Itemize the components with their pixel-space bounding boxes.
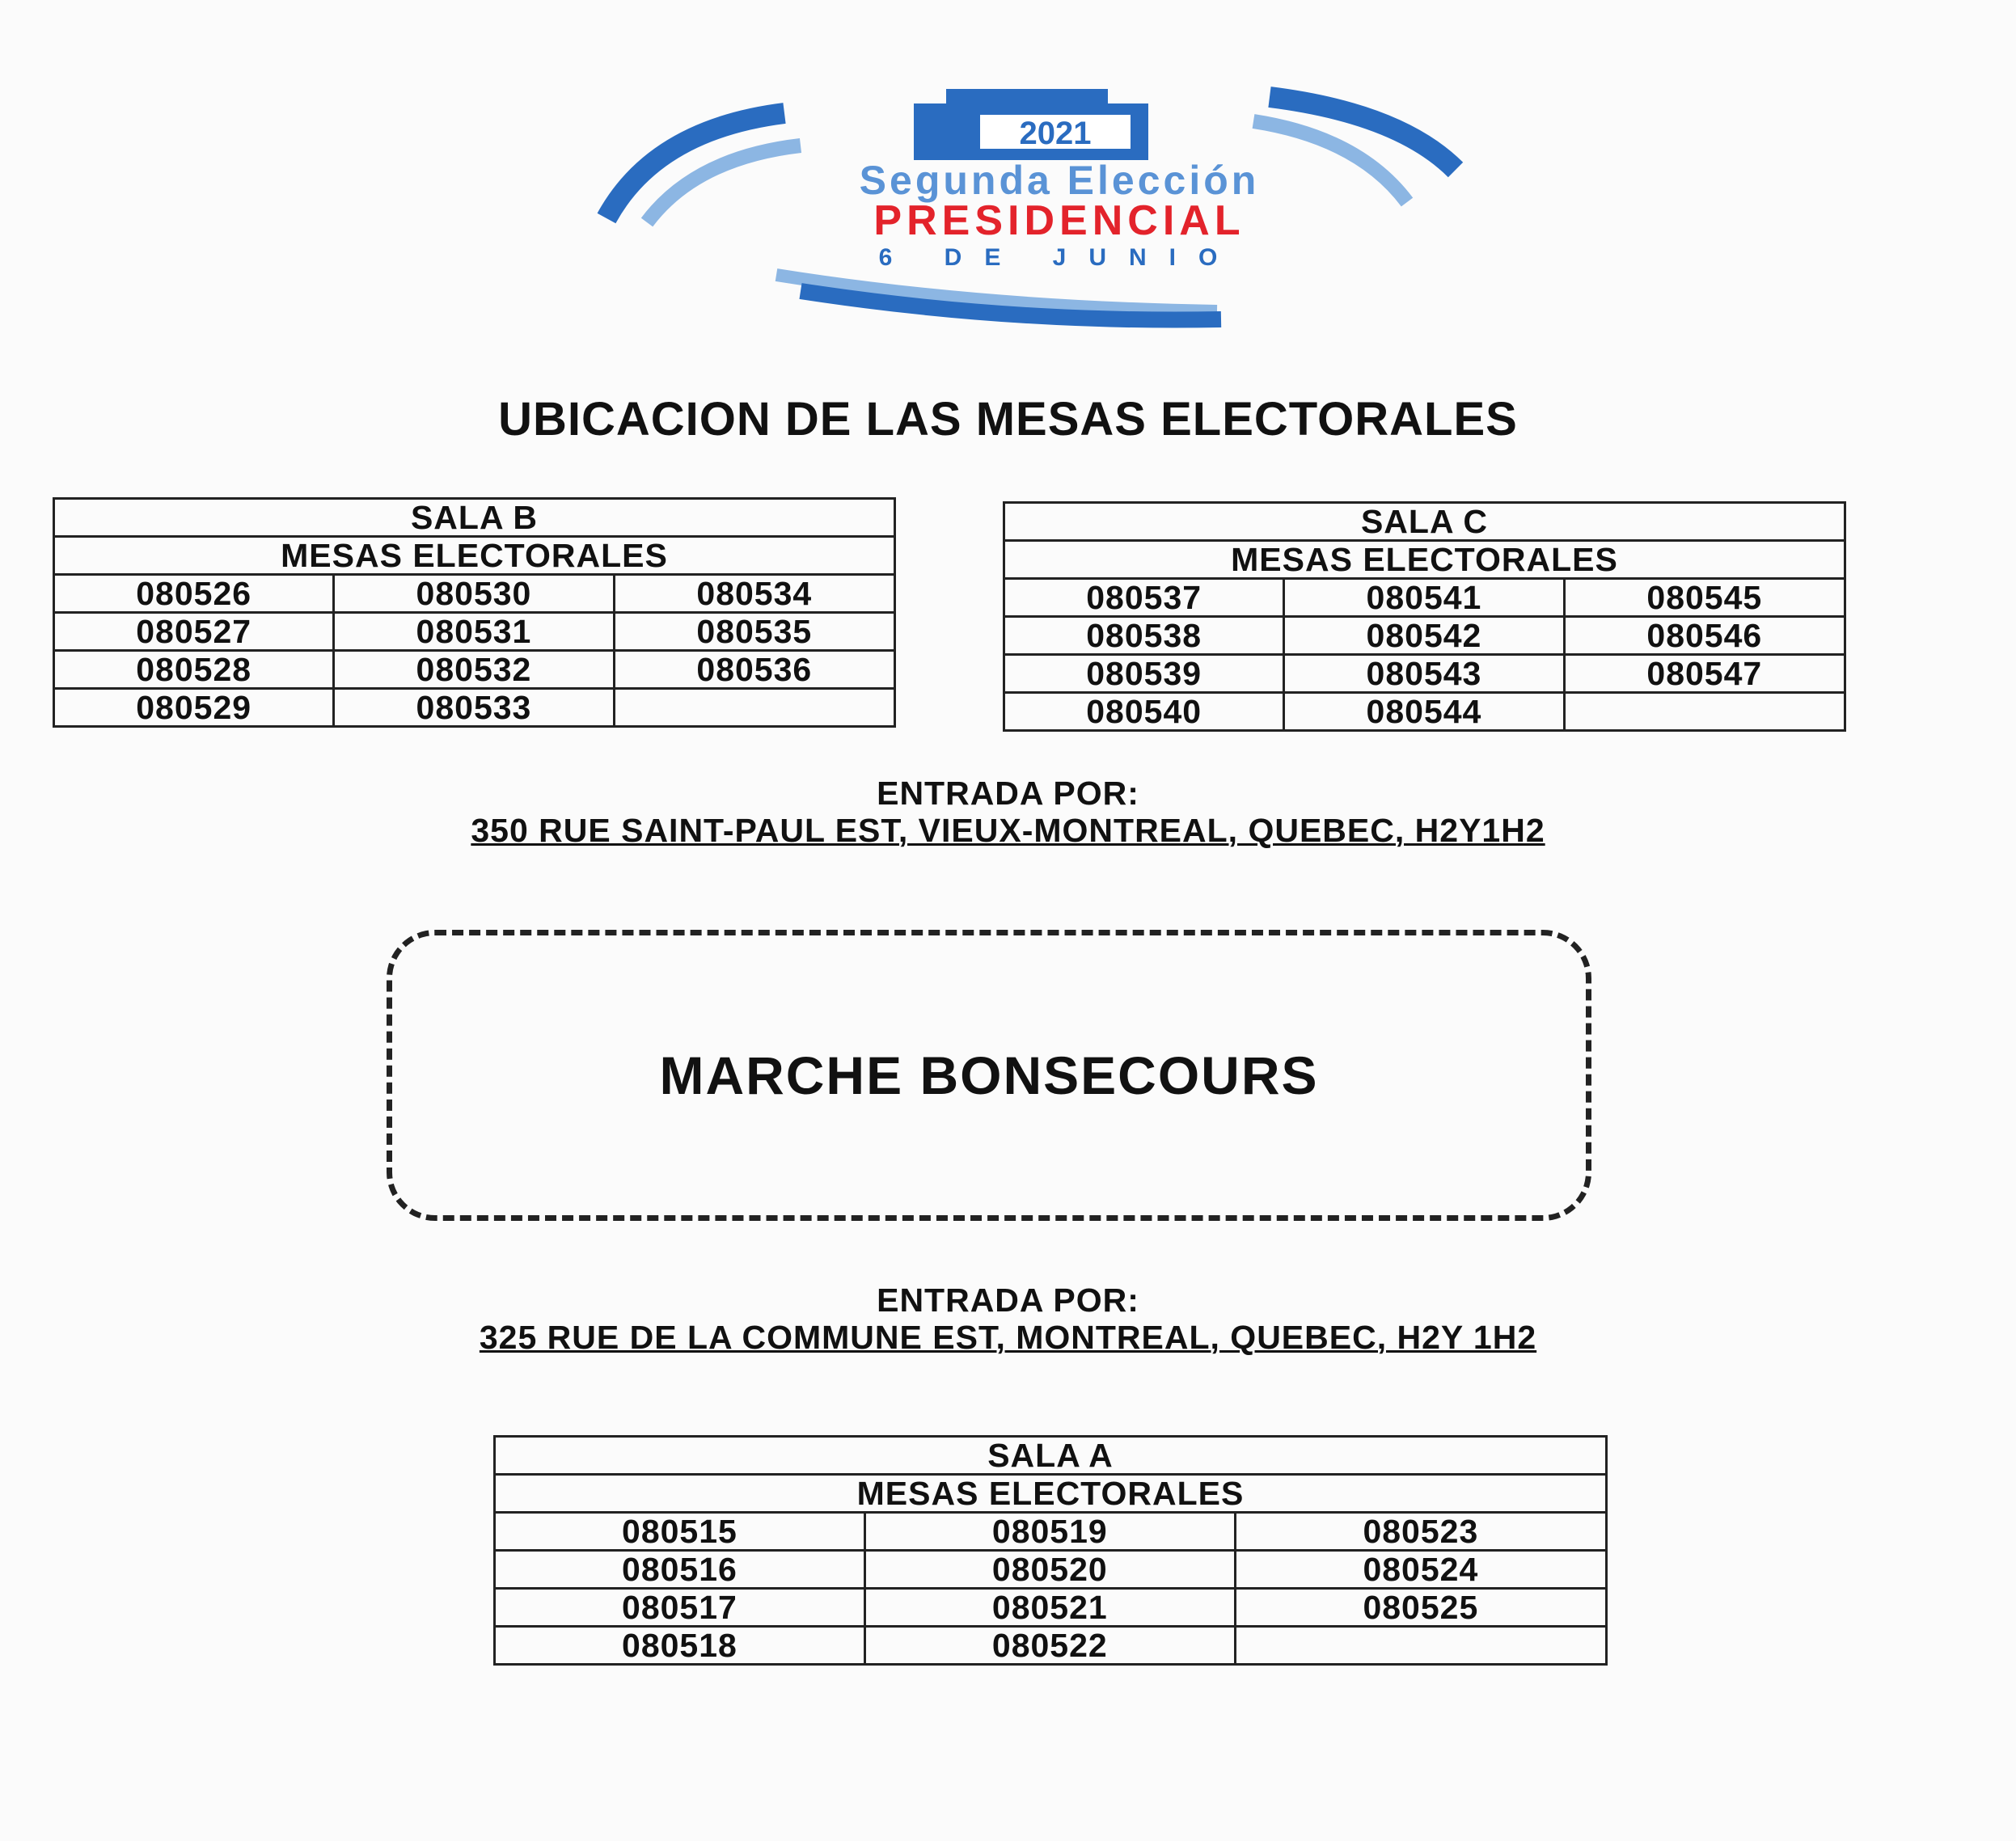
table-cell: 080546 [1564,617,1845,655]
table-row [54,689,895,727]
table-row [54,613,895,651]
table-row [1004,579,1845,617]
table-cell [1564,693,1845,731]
table-cell: 080521 [864,1589,1235,1627]
sala-b-subtitle: MESAS ELECTORALES [54,537,895,575]
table-row [495,1551,1607,1589]
table-cell: 080520 [864,1551,1235,1589]
entrada-2-address: 325 RUE DE LA COMMUNE EST, MONTREAL, QUEBEC, H2Y 1H2 [479,1319,1537,1356]
election-logo [558,81,1504,340]
sala-c-subtitle: MESAS ELECTORALES [1004,541,1845,579]
venue-box [387,930,1591,1221]
table-row [1004,617,1845,655]
logo-line3: 6 DE JUNIO [878,244,1240,271]
table-cell: 080545 [1564,579,1845,617]
table-cell: 080530 [334,575,614,613]
table-row [1004,655,1845,693]
table-cell: 080535 [614,613,894,651]
table-cell: 080543 [1284,655,1564,693]
table-cell: 080532 [334,651,614,689]
table-cell: 080528 [54,651,334,689]
table-cell: 080518 [495,1627,865,1665]
table-row [54,651,895,689]
table-row [1004,693,1845,731]
table-cell: 080519 [864,1513,1235,1551]
sala-a-subtitle: MESAS ELECTORALES [495,1475,1607,1513]
entrada-1 [0,775,2016,849]
logo-line2: PRESIDENCIAL [873,197,1245,244]
sala-c-table [1003,501,1846,732]
table-cell: 080534 [614,575,894,613]
table-cell: 080541 [1284,579,1564,617]
table-cell: 080539 [1004,655,1284,693]
table-cell: 080522 [864,1627,1235,1665]
table-cell: 080529 [54,689,334,727]
table-cell: 080544 [1284,693,1564,731]
table-cell: 080524 [1235,1551,1606,1589]
table-cell: 080547 [1564,655,1845,693]
entrada-2 [0,1282,2016,1356]
table-cell: 080536 [614,651,894,689]
table-cell: 080516 [495,1551,865,1589]
table-cell: 080525 [1235,1589,1606,1627]
venue-name: MARCHE BONSECOURS [659,1045,1319,1105]
table-cell: 080526 [54,575,334,613]
table-row [495,1513,1607,1551]
table-cell: 080540 [1004,693,1284,731]
table-cell: 080533 [334,689,614,727]
entrada-1-label: ENTRADA POR: [877,775,1139,812]
table-cell: 080517 [495,1589,865,1627]
entrada-1-address: 350 RUE SAINT-PAUL EST, VIEUX-MONTREAL, QUEBEC, H2Y1H2 [471,812,1545,849]
sala-a-table [493,1435,1608,1666]
table-cell: 080527 [54,613,334,651]
logo-year: 2021 [1019,116,1092,151]
entrada-2-label: ENTRADA POR: [877,1282,1139,1319]
table-cell: 080537 [1004,579,1284,617]
election-logo-graphic [558,81,1504,340]
table-cell: 080515 [495,1513,865,1551]
sala-b-name: SALA B [54,499,895,537]
table-cell: 080538 [1004,617,1284,655]
table-cell: 080531 [334,613,614,651]
sala-b-table [53,497,896,728]
sala-a-name: SALA A [495,1437,1607,1475]
table-cell: 080523 [1235,1513,1606,1551]
sala-c-name: SALA C [1004,503,1845,541]
table-row [495,1627,1607,1665]
table-cell [1235,1627,1606,1665]
table-cell: 080542 [1284,617,1564,655]
page-title: UBICACION DE LAS MESAS ELECTORALES [498,393,1518,445]
table-row [495,1589,1607,1627]
logo-line1: Segunda Elección [859,158,1260,203]
table-row [54,575,895,613]
table-cell [614,689,894,727]
